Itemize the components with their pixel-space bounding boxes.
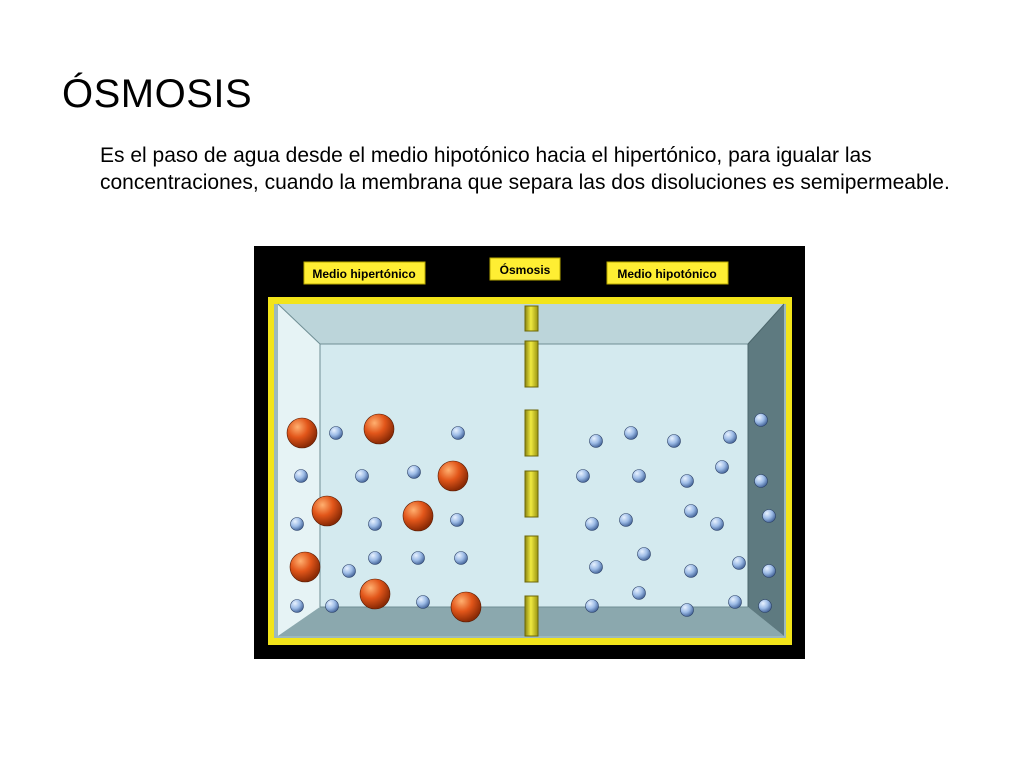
water-particle [586,518,599,531]
water-particle [343,565,356,578]
solute-particle [287,418,317,448]
solute-particle [451,592,481,622]
water-particle [763,565,776,578]
water-particle [633,470,646,483]
membrane-segment [525,410,538,456]
water-particle [455,552,468,565]
label-hypotonic-text: Medio hipotónico [617,267,717,281]
water-particle [577,470,590,483]
water-particle [681,604,694,617]
solute-particle [438,461,468,491]
water-particle [733,557,746,570]
water-particle [685,565,698,578]
label-hypotonic [607,262,728,284]
water-particle [685,505,698,518]
water-particle [451,514,464,527]
water-particle [716,461,729,474]
membrane-segment [525,471,538,517]
water-particle [763,510,776,523]
water-particle [620,514,633,527]
water-particle [625,427,638,440]
water-particle [586,600,599,613]
water-particle [724,431,737,444]
water-particle [326,600,339,613]
water-particle [729,596,742,609]
water-particle [369,518,382,531]
membrane-segment [525,341,538,387]
water-particle [711,518,724,531]
water-particle [590,435,603,448]
water-particle [417,596,430,609]
water-particle [412,552,425,565]
water-particle [291,600,304,613]
water-particle [759,600,772,613]
slide-description: Es el paso de agua desde el medio hipotónico hacia el hipertónico, para igualar las concentraciones, cuando la membrana que separa las dos disoluciones es semipermeable. [100,144,950,194]
solute-particle [360,579,390,609]
water-particle [369,552,382,565]
water-particle [452,427,465,440]
label-osmosis [490,258,560,280]
solute-particle [364,414,394,444]
osmosis-diagram [254,246,805,659]
water-particle [590,561,603,574]
water-particle [330,427,343,440]
solute-particle [290,552,320,582]
slide-title: ÓSMOSIS [62,72,253,116]
water-particle [295,470,308,483]
solute-particle [403,501,433,531]
water-particle [633,587,646,600]
solute-particle [312,496,342,526]
water-particle [755,475,768,488]
label-hypertonic-text: Medio hipertónico [312,267,416,281]
label-hypertonic [304,262,425,284]
label-osmosis-text: Ósmosis [499,263,551,277]
membrane-segment [525,536,538,582]
water-particle [291,518,304,531]
water-particle [668,435,681,448]
membrane-segment [525,306,538,331]
water-particle [681,475,694,488]
water-particle [638,548,651,561]
membrane-segment [525,596,538,636]
water-particle [408,466,421,479]
water-particle [356,470,369,483]
water-particle [755,414,768,427]
